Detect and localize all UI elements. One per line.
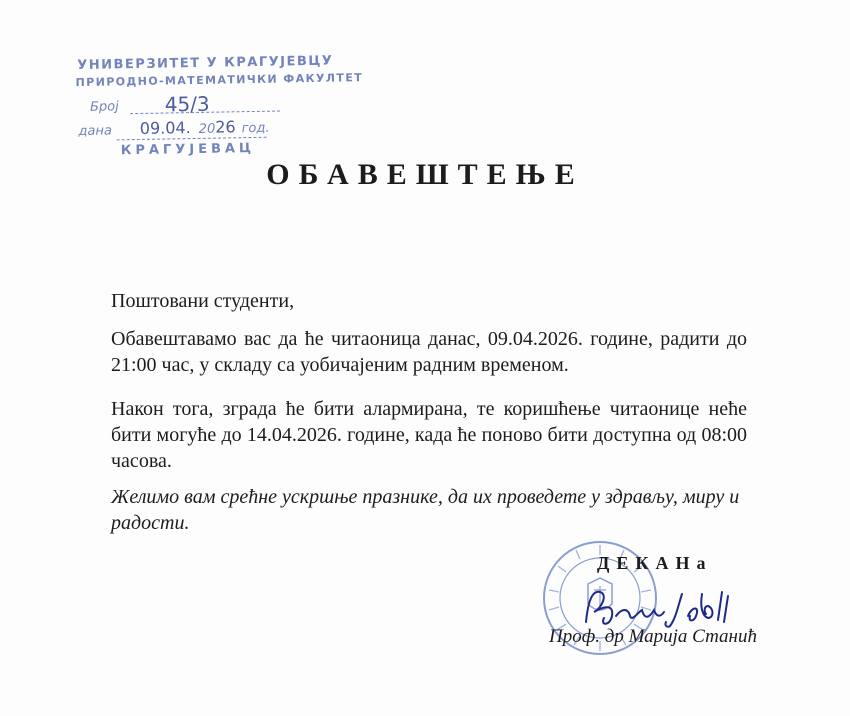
dean-label: ДЕКАНа bbox=[597, 553, 713, 573]
stamp-date-label: дана bbox=[78, 123, 112, 140]
stamp-faculty: ПРИРОДНО-МАТЕМАТИЧКИ ФАКУЛТЕТ bbox=[75, 71, 364, 90]
stamp-number-value: 45/3 bbox=[164, 91, 210, 117]
paragraph-reading-room-hours: Обавештавамо вас да ће читаоница данас, 09.04.2026. године, радити до 21:00 час, у складу са уобичајеним радним временом. bbox=[111, 328, 747, 376]
stamp-number-label: Број bbox=[89, 99, 119, 115]
stamp-date-row bbox=[78, 117, 269, 139]
document-title: ОБАВЕШТЕЊЕ bbox=[266, 158, 584, 191]
paragraph-building-closure: Након тога, зграда ће бити алармирана, те коришћење читаонице неће бити могуће до 14.04.2026. године, када ће поново бити доступна од 08:00 часова. bbox=[111, 398, 747, 472]
stamp-year-prefix: 20 bbox=[198, 121, 216, 137]
greeting: Поштовани студенти, bbox=[111, 290, 295, 312]
stamp-date-value: 09.04. bbox=[139, 118, 191, 138]
closing-wishes: Желимо вам срећне ускршње празнике, да их проведете у здрављу, миру и радости. bbox=[111, 486, 740, 534]
stamp-city: КРАГУЈЕВАЦ bbox=[120, 140, 256, 159]
stamp-university: УНИВЕРЗИТЕТ У КРАГУЈЕВЦУ bbox=[77, 53, 334, 74]
stamp-year-suffix: год. bbox=[241, 120, 270, 137]
stamp-year-value: 26 bbox=[215, 117, 236, 137]
registry-stamp bbox=[69, 48, 364, 162]
dean-signature-icon bbox=[578, 582, 753, 632]
dean-name: Проф. др Марија Станић bbox=[549, 626, 757, 647]
